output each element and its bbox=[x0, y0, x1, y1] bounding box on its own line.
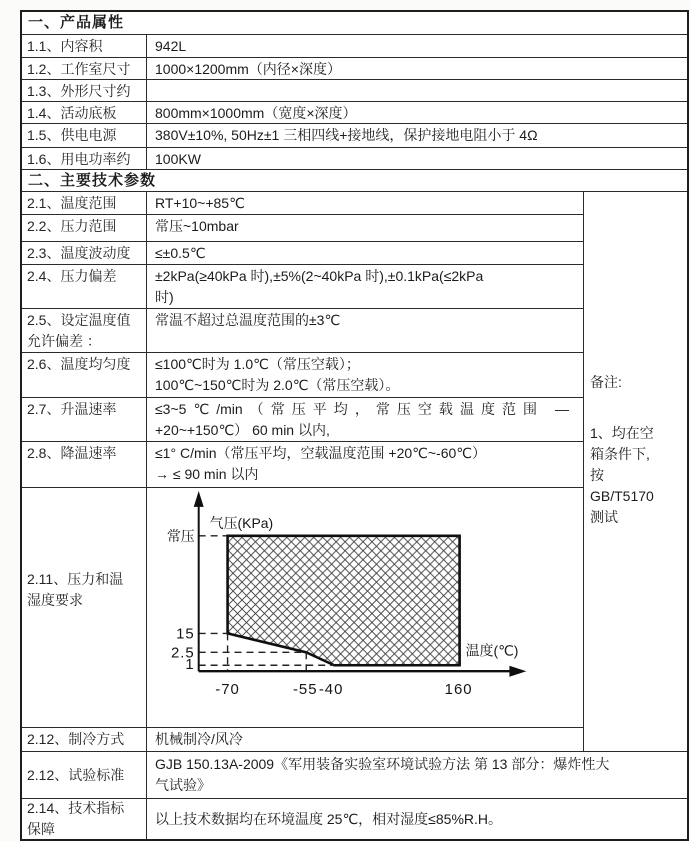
section1-header bbox=[22, 12, 687, 35]
table-row bbox=[22, 442, 583, 488]
row-value: 机械制冷/风冷 bbox=[155, 731, 243, 748]
label-line: 允许偏差 ： bbox=[27, 332, 101, 349]
value-line: +20~+150℃） 60 min 以内, bbox=[155, 421, 330, 438]
remark-cell bbox=[583, 192, 687, 751]
y-tick-normal-pressure: 常压 bbox=[166, 527, 195, 544]
section2-header-text: 二、主要技术参数 bbox=[28, 172, 157, 189]
row-label: 2.3、温度波动度 bbox=[22, 242, 147, 264]
value-line: → ≤ 90 min 以内 bbox=[155, 466, 259, 483]
chart-cell bbox=[147, 488, 583, 727]
row-value: 100KW bbox=[155, 151, 201, 167]
label-line: 2.14、技术指标 bbox=[27, 800, 125, 816]
table-row bbox=[22, 148, 687, 170]
row-value: RT+10~+85℃ bbox=[155, 195, 245, 211]
remark-line: 1、均在空 bbox=[590, 425, 654, 441]
remark-line: 测试 bbox=[590, 509, 618, 525]
y-tick-1: 1 bbox=[185, 656, 195, 674]
row-label bbox=[22, 488, 147, 727]
row-label: 2.6、温度均匀度 bbox=[22, 353, 147, 397]
section2-body bbox=[22, 192, 687, 752]
row-label: 2.8、降温速率 bbox=[22, 442, 147, 487]
x-tick-minus40: -40 bbox=[318, 681, 344, 699]
section2-rows bbox=[22, 192, 583, 751]
label-line: 2.5、设定温度值 bbox=[27, 311, 131, 328]
remark-line: 箱条件下, bbox=[590, 446, 650, 462]
value-line: 100℃~150℃时为 2.0℃（常压空载）。 bbox=[155, 376, 400, 393]
row-label: 1.6、用电功率约 bbox=[22, 148, 147, 169]
label-line: 保障 bbox=[27, 821, 55, 837]
row-label: 1.1、内容积 bbox=[22, 35, 147, 57]
row-label: 2.4、压力偏差 bbox=[22, 265, 147, 308]
row-value bbox=[147, 752, 687, 798]
table-row bbox=[22, 80, 687, 102]
table-row bbox=[22, 309, 583, 353]
table-row bbox=[22, 102, 687, 124]
x-tick-minus70: -70 bbox=[215, 681, 240, 699]
x-axis-title: 温度(℃) bbox=[465, 642, 519, 659]
value-line: GJB 150.13A-2009《军用装备实验室环境试验方法 第 13 部分：爆炸性大 bbox=[155, 756, 610, 772]
row-label: 1.4、活动底板 bbox=[22, 102, 147, 123]
row-value: 800mm×1000mm（宽度×深度） bbox=[155, 105, 357, 121]
row-value: 常压~10mbar bbox=[155, 218, 239, 234]
table-row bbox=[22, 242, 583, 265]
y-axis-title: 气压(KPa) bbox=[209, 514, 274, 531]
row-label bbox=[22, 752, 147, 798]
row-value bbox=[147, 398, 583, 442]
value-line: 气试验》 bbox=[155, 777, 211, 793]
row-label: 2.12、制冷方式 bbox=[22, 728, 147, 751]
row-value bbox=[147, 799, 687, 839]
pressure-temperature-chart bbox=[147, 488, 583, 727]
section1-header-text: 一、产品属性 bbox=[28, 14, 125, 31]
x-tick-minus55: -55 bbox=[292, 681, 318, 699]
table-row bbox=[22, 799, 687, 839]
y-tick-15: 15 bbox=[176, 625, 195, 643]
section2-header bbox=[22, 170, 687, 192]
spec-table bbox=[20, 10, 689, 841]
table-row bbox=[22, 728, 583, 751]
row-label: 1.5、供电电源 bbox=[22, 124, 147, 147]
y-axis-arrow-icon bbox=[194, 491, 204, 507]
table-row bbox=[22, 192, 583, 215]
value-line: ≤100℃时为 1.0℃（常压空载）； bbox=[155, 355, 360, 372]
row-label: 1.3、外形尺寸约 bbox=[22, 80, 147, 101]
label-line: 2.11、压力和温 bbox=[27, 571, 124, 588]
row-value: 942L bbox=[155, 38, 187, 54]
label-line: 2.12、试验标准 bbox=[27, 766, 125, 783]
table-row bbox=[22, 752, 687, 799]
row-value bbox=[147, 265, 583, 308]
row-label bbox=[22, 799, 147, 839]
row-value bbox=[147, 442, 583, 487]
label-line: 湿度要求 bbox=[27, 592, 83, 609]
table-row bbox=[22, 398, 583, 443]
x-tick-160: 160 bbox=[444, 681, 473, 699]
value-line: ≤3~5℃/min（常压平均，常压空载温度范围 — bbox=[155, 400, 569, 417]
value-line: ≤1° C/min（常压平均，空载温度范围 +20℃~-60℃） bbox=[155, 445, 487, 462]
remark-line bbox=[590, 393, 685, 423]
row-label: 2.2、压力范围 bbox=[22, 215, 147, 241]
remark-line: 备注: bbox=[590, 374, 622, 390]
table-row bbox=[22, 124, 687, 148]
row-value: 380V±10%, 50Hz±1 三相四线+接地线，保护接地电阻小于 4Ω bbox=[155, 127, 538, 143]
row-value: 1000×1200mm（内径×深度） bbox=[155, 61, 341, 77]
row-value bbox=[147, 80, 687, 101]
row-value bbox=[147, 353, 583, 397]
remark-line: 按 bbox=[590, 467, 604, 483]
chart-row bbox=[22, 488, 583, 728]
value-line: 以上技术数据均在环境温度 25℃，相对湿度≤85%R.H。 bbox=[155, 810, 502, 827]
y-tick-2-5: 2.5 bbox=[170, 644, 195, 662]
table-row bbox=[22, 58, 687, 80]
remark-line: GB/T5170 bbox=[590, 488, 654, 504]
table-row bbox=[22, 35, 687, 58]
allowed-region-polygon bbox=[228, 536, 460, 665]
row-label: 2.7、升温速率 bbox=[22, 398, 147, 442]
row-label: 2.1、温度范围 bbox=[22, 192, 147, 214]
value-line: ±2kPa(≥40kPa 时),±5%(2~40kPa 时),±0.1kPa(≤2kPa bbox=[155, 267, 484, 284]
table-row bbox=[22, 353, 583, 398]
row-label: 1.2、工作室尺寸 bbox=[22, 58, 147, 79]
x-axis-arrow-icon bbox=[509, 666, 526, 677]
row-value: ≤±0.5℃ bbox=[155, 244, 206, 261]
value-line: 时) bbox=[155, 288, 174, 305]
table-row bbox=[22, 215, 583, 242]
table-row bbox=[22, 265, 583, 309]
row-value: 常温不超过总温度范围的±3℃ bbox=[155, 311, 341, 328]
row-label bbox=[22, 309, 147, 352]
